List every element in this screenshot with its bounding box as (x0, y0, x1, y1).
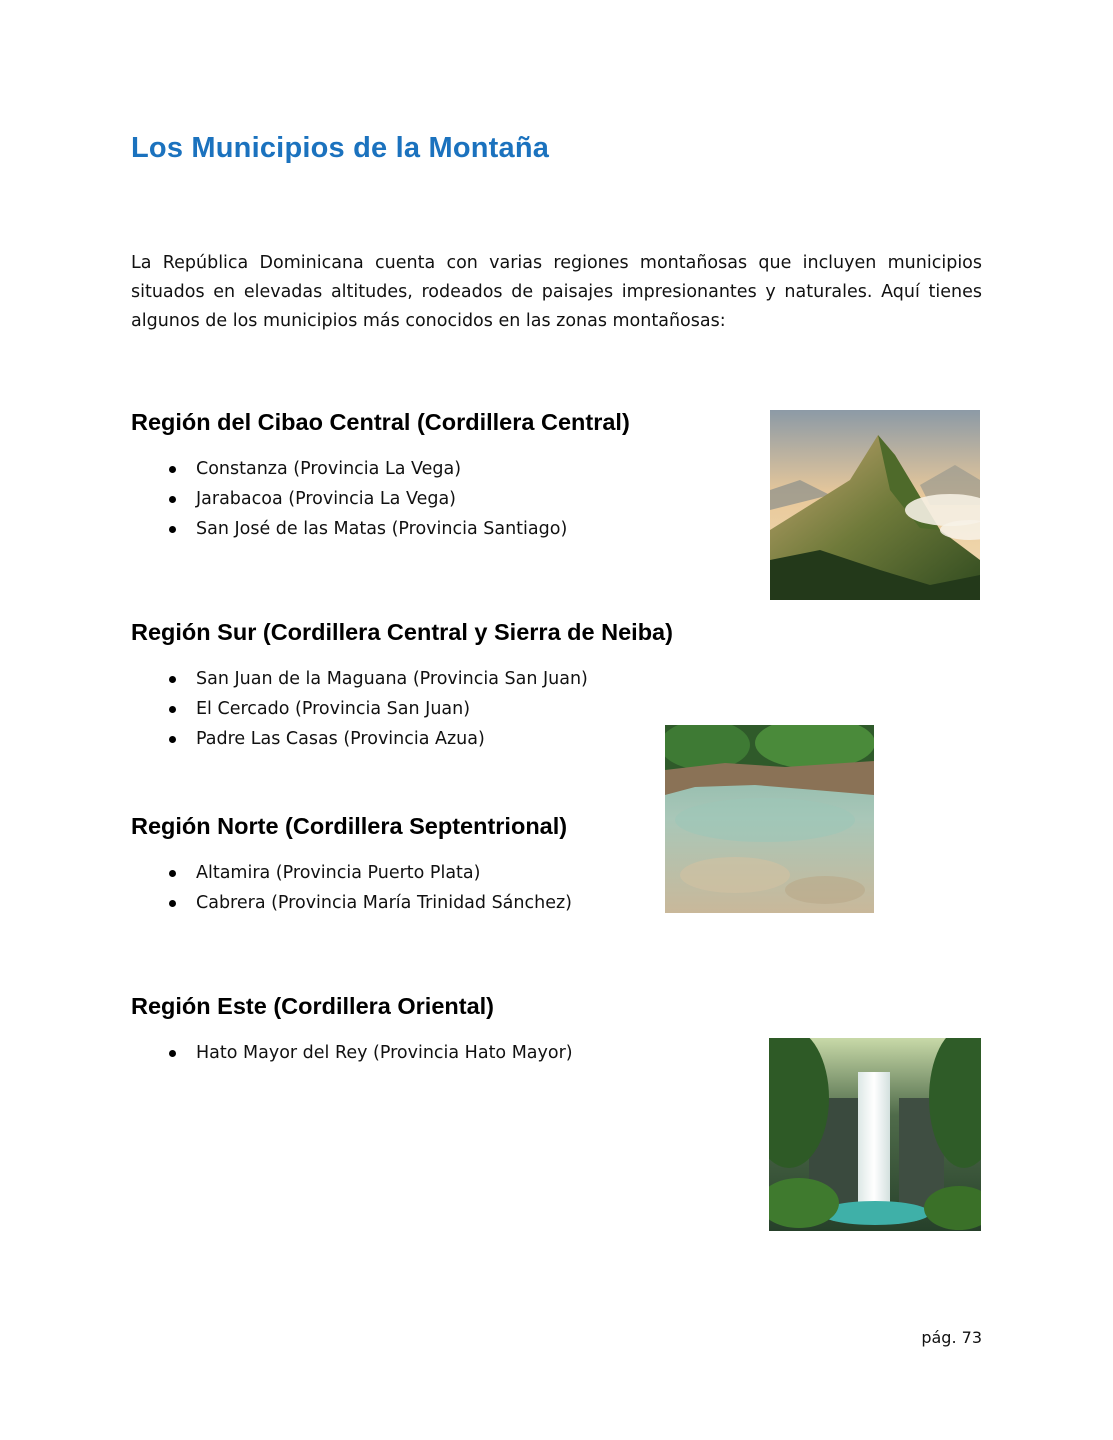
region-list-norte (131, 858, 572, 918)
list-item: Cabrera (Provincia María Trinidad Sánchez) (131, 888, 572, 918)
list-item: Constanza (Provincia La Vega) (131, 454, 567, 484)
region-heading-norte: Región Norte (Cordillera Septentrional) (131, 813, 568, 839)
page-number: pág. 73 (921, 1328, 982, 1347)
region-list-este (131, 1038, 573, 1068)
list-item: Hato Mayor del Rey (Provincia Hato Mayor) (131, 1038, 573, 1068)
waterfall-photo (769, 1038, 981, 1231)
region-heading-sur: Región Sur (Cordillera Central y Sierra de Neiba) (131, 619, 673, 645)
list-item: San Juan de la Maguana (Provincia San Juan) (131, 664, 588, 694)
mountain-photo (770, 410, 980, 600)
list-item: El Cercado (Provincia San Juan) (131, 694, 588, 724)
list-item: Altamira (Provincia Puerto Plata) (131, 858, 572, 888)
page-title: Los Municipios de la Montaña (131, 132, 550, 164)
region-heading-cibao: Región del Cibao Central (Cordillera Central) (131, 409, 630, 435)
list-item: Jarabacoa (Provincia La Vega) (131, 484, 567, 514)
region-heading-este: Región Este (Cordillera Oriental) (131, 993, 495, 1019)
list-item: Padre Las Casas (Provincia Azua) (131, 724, 588, 754)
list-item: San José de las Matas (Provincia Santiago) (131, 514, 567, 544)
region-list-sur (131, 664, 588, 754)
intro-paragraph: La República Dominicana cuenta con varias regiones montañosas que incluyen municipios situados en elevadas altitudes, rodeados de paisajes impresionantes y naturales. Aquí tienes algunos de los municipios más conocidos en las zonas montañosas: (131, 253, 982, 331)
river-pool-photo (665, 725, 874, 913)
region-list-cibao (131, 454, 567, 544)
